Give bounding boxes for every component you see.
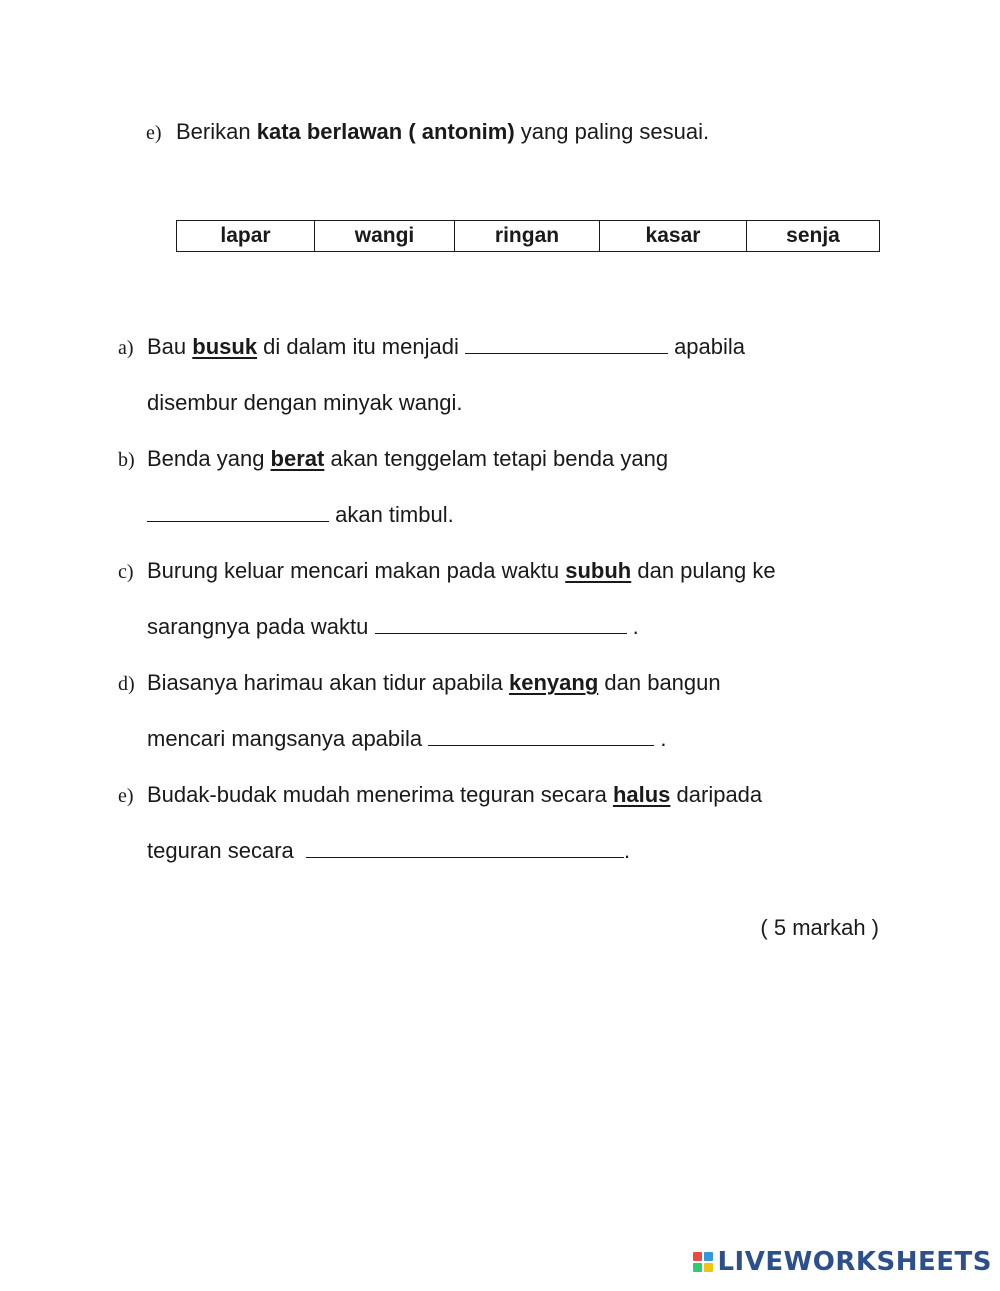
question-d-text: . <box>654 726 667 751</box>
question-b-text: akan tenggelam tetapi benda yang <box>324 446 669 471</box>
question-e-text: daripada <box>670 782 763 807</box>
instruction-suffix: yang paling sesuai. <box>514 119 710 144</box>
question-c-text: sarangnya pada waktu <box>147 614 375 639</box>
question-a-text: apabila <box>667 334 746 359</box>
logo-block <box>693 1263 702 1272</box>
instruction-label: e) <box>146 122 162 144</box>
question-d-text: Biasanya harimau akan tidur apabila <box>147 670 510 695</box>
word-bank-row <box>177 221 880 252</box>
answer-blank-c[interactable] <box>375 613 627 634</box>
marks-text: ( 5 markah ) <box>760 915 879 940</box>
question-c-label: c) <box>118 561 134 583</box>
word-bank-table <box>176 220 880 252</box>
answer-blank-b[interactable] <box>147 501 329 522</box>
instruction-bold: kata berlawan ( antonim) <box>256 119 515 144</box>
brand-name: LIVEWORKSHEETS <box>717 1247 992 1277</box>
question-a-text: Bau <box>147 334 193 359</box>
word-bank-cell: lapar <box>177 221 315 252</box>
answer-blank-d[interactable] <box>428 725 654 746</box>
logo-blocks-icon <box>693 1252 713 1272</box>
question-a-label: a) <box>118 337 134 359</box>
question-a-line1 <box>147 333 745 361</box>
question-b-line2 <box>147 501 454 529</box>
question-e-line1 <box>147 781 762 809</box>
question-e-line2 <box>147 837 630 865</box>
question-a-keyword: busuk <box>192 334 258 359</box>
word-bank-cell: ringan <box>455 221 600 252</box>
question-e-text: . <box>623 838 631 863</box>
instruction-prefix: Berikan <box>176 119 257 144</box>
question-b-keyword: berat <box>270 446 325 471</box>
question-b-line1 <box>147 445 668 473</box>
question-d-line2 <box>147 725 667 753</box>
answer-blank-e[interactable] <box>306 837 624 858</box>
question-a-text: di dalam itu menjadi <box>257 334 465 359</box>
question-c-text: . <box>626 614 639 639</box>
question-e-text: teguran secara <box>147 838 306 863</box>
word-bank-cell: senja <box>747 221 880 252</box>
question-b-text: Benda yang <box>147 446 271 471</box>
question-c-text: dan pulang ke <box>631 558 776 583</box>
logo-block <box>704 1263 713 1272</box>
answer-blank-a[interactable] <box>465 333 668 354</box>
question-e-keyword: halus <box>612 782 671 807</box>
question-c-text: Burung keluar mencari makan pada waktu <box>147 558 566 583</box>
liveworksheets-logo <box>693 1247 992 1277</box>
question-c-line2 <box>147 613 639 641</box>
logo-block <box>693 1252 702 1261</box>
question-c-keyword: subuh <box>565 558 632 583</box>
question-d-label: d) <box>118 673 135 695</box>
question-d-line1 <box>147 669 721 697</box>
question-c-line1 <box>147 557 776 585</box>
question-d-text: mencari mangsanya apabila <box>147 726 429 751</box>
question-a-line2: disembur dengan minyak wangi. <box>147 390 463 415</box>
question-b-label: b) <box>118 449 135 471</box>
question-e-text: Budak-budak mudah menerima teguran secara <box>147 782 613 807</box>
question-e-label: e) <box>118 785 134 807</box>
word-bank-cell: wangi <box>315 221 455 252</box>
instruction-text <box>176 118 709 146</box>
logo-block <box>704 1252 713 1261</box>
question-b-text: akan timbul. <box>329 502 454 527</box>
word-bank-cell: kasar <box>600 221 747 252</box>
question-d-text: dan bangun <box>598 670 721 695</box>
question-d-keyword: kenyang <box>509 670 599 695</box>
